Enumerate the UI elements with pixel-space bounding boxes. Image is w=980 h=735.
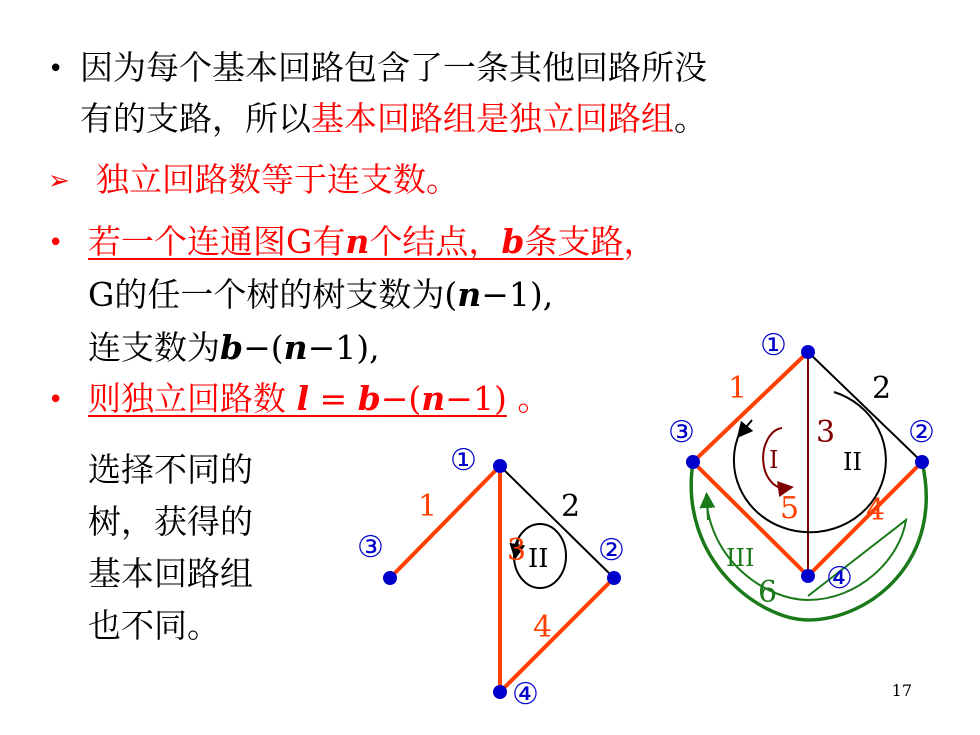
link-part2: −(	[243, 328, 284, 367]
bullet2-comma: ，	[623, 222, 657, 261]
graph1-branch-4-label: 4	[533, 610, 553, 645]
bullet2-part1: 若一个连通图G有	[88, 222, 346, 261]
bullet1-text: 有的支路，所以	[80, 99, 311, 138]
side-text-4: 也不同。	[88, 606, 220, 645]
graph1-branch-1-line	[390, 466, 500, 578]
graph1-branch-1-label: 1	[418, 489, 438, 524]
bullet1-line1: 因为每个基本回路包含了一条其他回路所没	[80, 48, 707, 87]
graph2-branch-2-label: 2	[872, 371, 892, 406]
page-number: 17	[891, 681, 912, 700]
bullet-dot: •	[48, 228, 64, 258]
graph2-branch-6-label: 6	[758, 575, 778, 610]
bullet3-part2: −(	[380, 379, 422, 418]
graph1-loop-label: II	[528, 544, 549, 574]
graph2-loop-i-label: I	[769, 446, 779, 474]
var-n: n	[283, 328, 308, 367]
var-n: n	[345, 222, 370, 261]
graph2-loop-iii-label: III	[726, 544, 755, 572]
graph1-branch-4-line	[500, 578, 614, 692]
bullet2-part3: 条支路	[524, 222, 624, 261]
tree-part1: G的任一个树的树支数为(	[88, 275, 458, 314]
bullet3-part3: −1)	[445, 379, 507, 418]
tree-part2: −1),	[481, 275, 554, 314]
arrow-item: 独立回路数等于连支数。	[96, 160, 459, 199]
side-text-1: 选择不同的	[88, 450, 253, 489]
graph2-loop-ii-arrow-icon	[742, 420, 752, 432]
graph2-node-2-label: ②	[908, 415, 935, 450]
graph2-loop-ii-path	[734, 392, 886, 532]
graph1-branch-3-label: 3	[507, 533, 527, 568]
arrow-bullet: ➢	[48, 166, 70, 196]
graph1-node-1-label: ①	[450, 443, 477, 478]
graph2-node-1-label: ①	[760, 328, 787, 363]
var-b: b	[357, 379, 381, 418]
graph2-branch-1-line	[693, 352, 808, 462]
graph2-node-4-label: ④	[826, 561, 853, 596]
graph1-node-2-label: ②	[598, 533, 625, 568]
graph2-node-1-dot	[801, 345, 815, 359]
side-text-2: 树，获得的	[88, 502, 253, 541]
var-n: n	[421, 379, 446, 418]
bullet1-highlight: 基本回路组是独立回路组	[311, 99, 674, 138]
graph1-node-4-label: ④	[512, 677, 539, 712]
graph1-node-2-dot	[607, 571, 621, 585]
graph1-node-1-dot	[493, 459, 507, 473]
graph2-loop-ii-label: II	[843, 448, 862, 476]
link-part3: −1),	[307, 328, 380, 367]
var-n: n	[457, 275, 482, 314]
link-part1: 连支数为	[88, 328, 220, 367]
bullet1-end: 。	[674, 99, 707, 138]
graph2-branch-4-label: 4	[866, 493, 886, 528]
var-b: b	[220, 328, 244, 367]
graph1-node-4-dot	[493, 685, 507, 699]
graph1-node-3-label: ③	[357, 530, 384, 565]
graph2	[668, 328, 935, 620]
graph1-branch-2-label: 2	[561, 489, 581, 524]
bullet3-end: 。	[506, 379, 551, 418]
bullet3-part1: 则独立回路数	[88, 379, 297, 418]
graph2-node-3-dot	[686, 455, 700, 469]
bullet-dot: •	[48, 385, 64, 415]
graph2-branch-5-label: 5	[780, 491, 800, 526]
graph2-branch-4-line	[808, 462, 922, 576]
bullet2-part2: 个结点，	[369, 222, 502, 261]
graph1-node-3-dot	[383, 571, 397, 585]
graph2-loop-iii-arrow-icon	[707, 500, 708, 520]
graph2-node-4-dot	[801, 569, 815, 583]
var-l: l	[296, 379, 310, 418]
graph2-node-3-label: ③	[668, 415, 695, 450]
bullet3-eq: =	[309, 379, 358, 418]
graph1	[357, 443, 625, 712]
var-b: b	[501, 222, 525, 261]
graph2-branch-1-label: 1	[728, 371, 748, 406]
side-text-3: 基本回路组	[88, 554, 253, 593]
graph2-node-2-dot	[915, 455, 929, 469]
bullet-dot: •	[48, 54, 64, 84]
graph2-branch-3-label: 3	[816, 415, 836, 450]
